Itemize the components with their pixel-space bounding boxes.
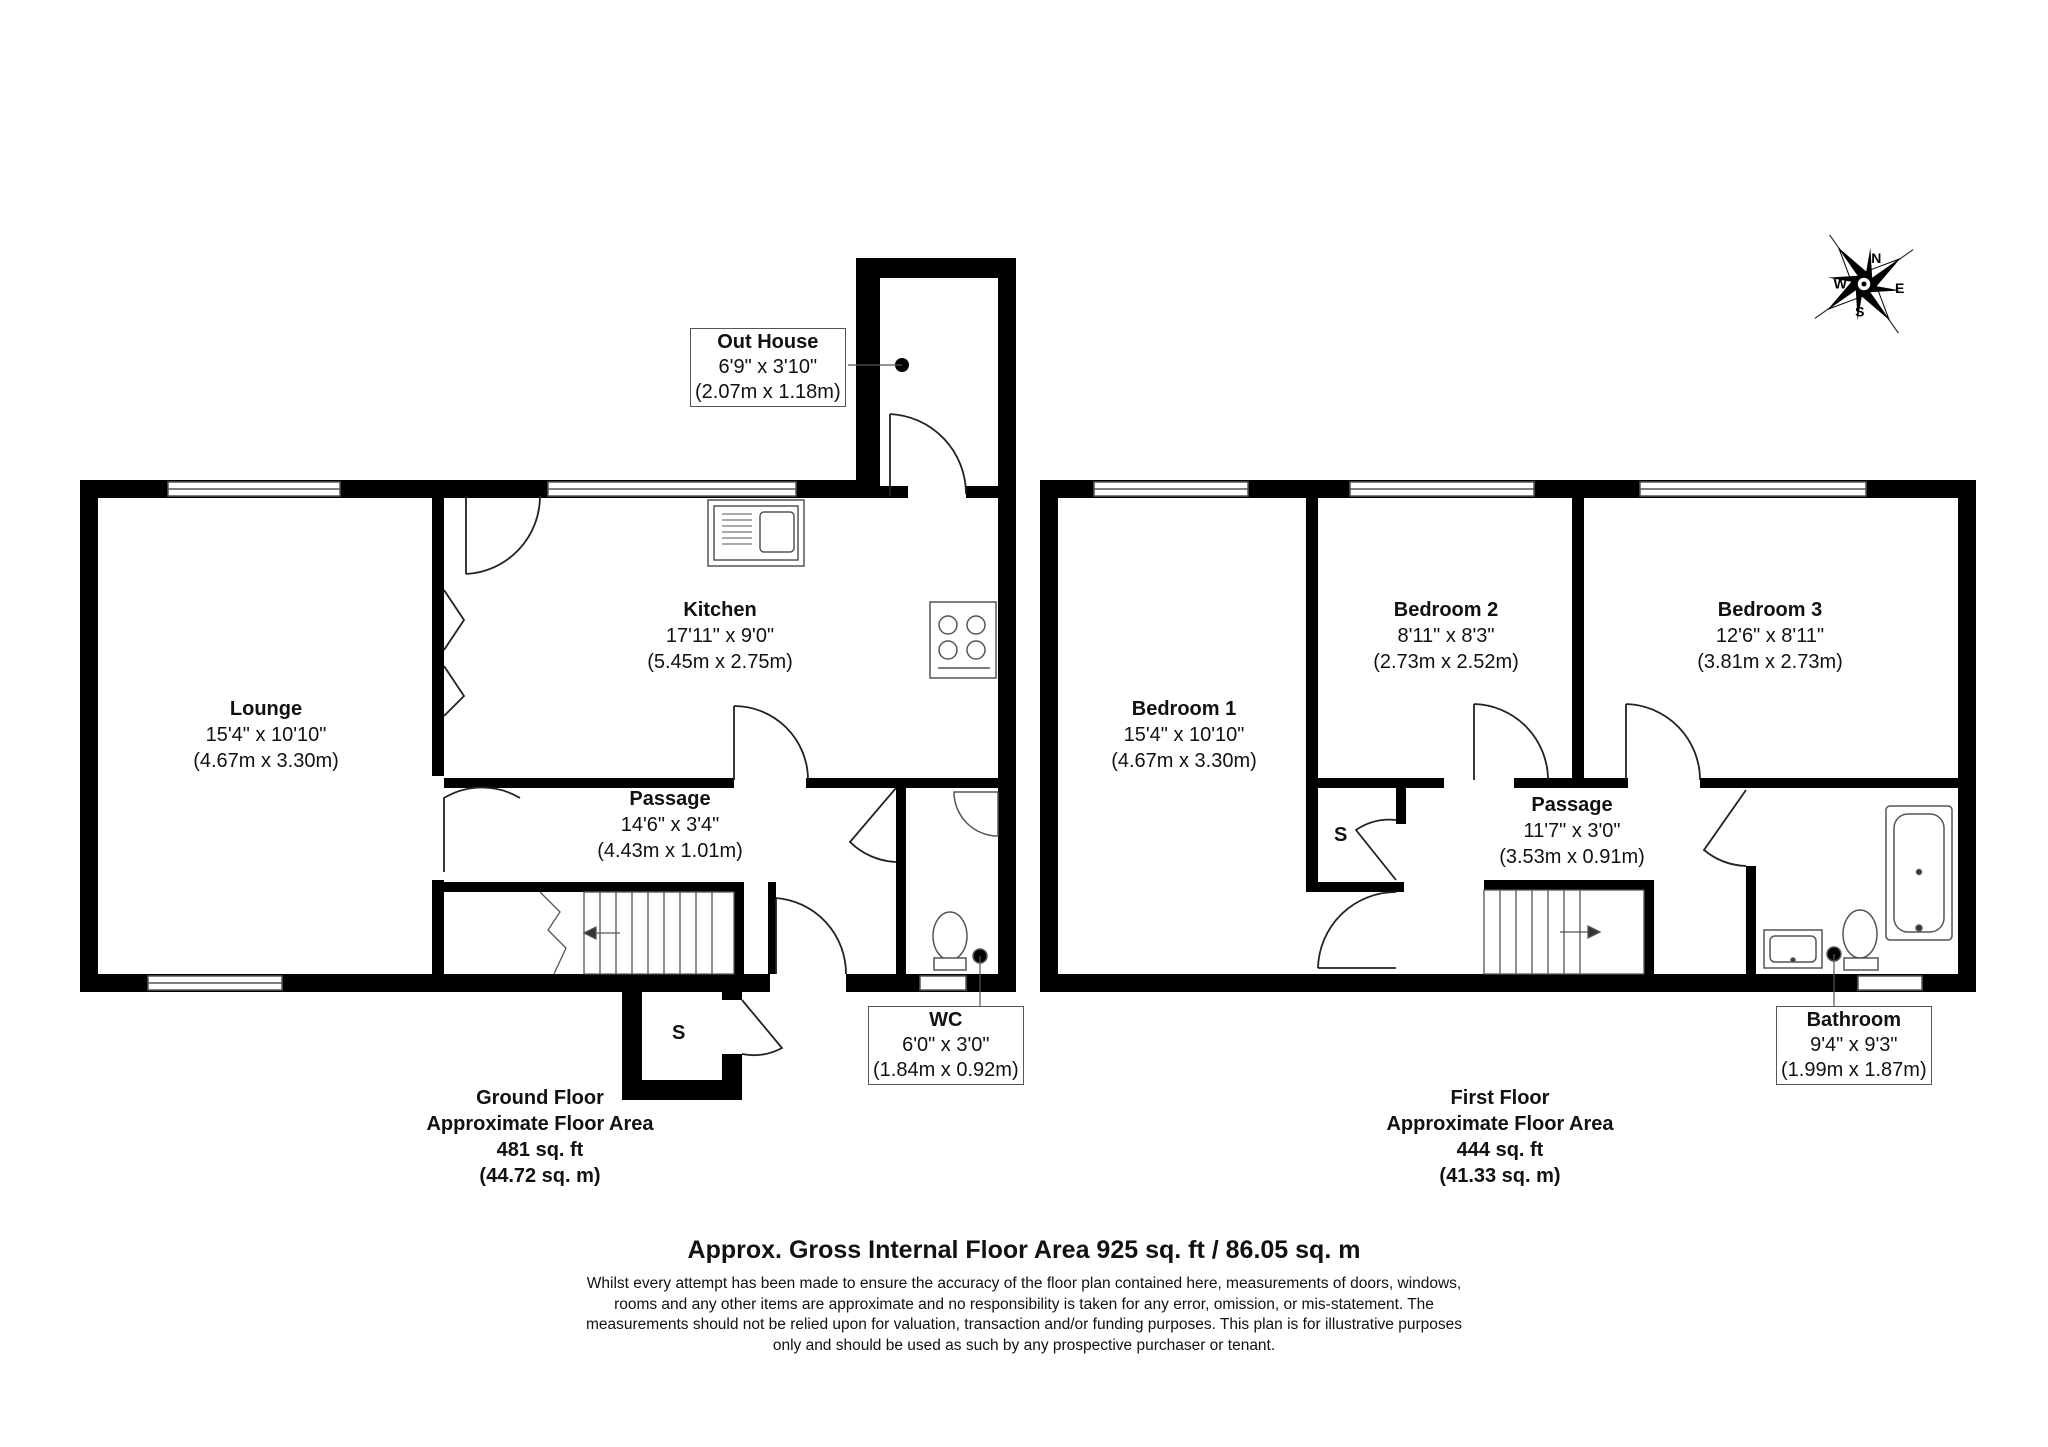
room-metric: (4.43m x 1.01m)	[597, 840, 743, 862]
bed2-south-wall-2	[1514, 778, 1584, 788]
room-name: Bedroom 3	[1717, 599, 1823, 621]
room-imperial: 15'4" x 10'10"	[1123, 724, 1245, 746]
outhouse-wall-east	[998, 258, 1016, 992]
compass-s: S	[1855, 303, 1865, 320]
lounge-bifold-door	[444, 590, 464, 716]
disclaimer-line: Whilst every attempt has been made to ensure the accuracy of the floor plan contained here, measurements of doors, windows,	[586, 1275, 1462, 1292]
ground-outer-wall-west	[80, 480, 98, 992]
room-imperial: 6'9" x 3'10"	[718, 356, 818, 378]
cupboard-east-wall	[1396, 788, 1406, 824]
ground-staircase	[540, 892, 734, 974]
first-outer-wall-west	[1040, 480, 1058, 992]
room-label-bedroom3	[1670, 597, 1870, 675]
room-imperial: 12'6" x 8'11"	[1715, 625, 1825, 647]
bedroom3-door	[1626, 704, 1700, 780]
bed1-bed2-wall	[1306, 480, 1318, 892]
room-label-wc	[868, 1006, 1024, 1085]
kitchen-passage-wall	[768, 882, 776, 974]
cupboard-south-wall	[1306, 882, 1404, 892]
first-outer-wall-east	[1958, 480, 1976, 992]
room-label-kitchen	[620, 597, 820, 675]
kitchen-back-door	[466, 496, 540, 574]
first-staircase	[1484, 890, 1644, 974]
gross-internal-area: Approx. Gross Internal Floor Area 925 sq. ft / 86.05 sq. m	[687, 1236, 1361, 1264]
store-door	[742, 1000, 782, 1055]
front-door	[776, 898, 846, 974]
room-label-ground-passage	[570, 786, 770, 864]
stair-north-wall	[444, 882, 744, 892]
room-name: Bedroom 2	[1393, 599, 1499, 621]
bathroom-window	[1858, 976, 1922, 990]
room-metric: (3.53m x 0.91m)	[1499, 846, 1645, 868]
disclaimer	[524, 1274, 1524, 1356]
lounge-kitchen-wall-lower	[432, 680, 444, 770]
bathroom-door	[1704, 790, 1746, 866]
kitchen-passage-door	[734, 706, 808, 780]
bathroom-basin	[1764, 930, 1822, 968]
room-label-bedroom2	[1346, 597, 1546, 675]
room-metric: (1.99m x 1.87m)	[1781, 1059, 1927, 1081]
bedroom2-door	[1474, 704, 1548, 780]
first-floor-summary	[1350, 1085, 1650, 1189]
room-name: WC	[929, 1009, 963, 1031]
store-wall-east	[722, 1054, 742, 1100]
room-metric: (5.45m x 2.75m)	[647, 651, 793, 673]
outhouse-wall-south-2	[966, 486, 1006, 498]
wc-door	[850, 788, 896, 862]
room-label-out-house	[690, 328, 846, 407]
room-name: Bedroom 1	[1131, 698, 1237, 720]
room-metric: (2.73m x 2.52m)	[1373, 651, 1519, 673]
cupboard-door	[1356, 820, 1396, 880]
room-imperial: 9'4" x 9'3"	[1810, 1034, 1898, 1056]
disclaimer-line: measurements should not be relied upon for valuation, transaction and/or funding purposes. This plan is for illustrative purposes	[586, 1316, 1462, 1333]
floor-title: First Floor	[1450, 1087, 1550, 1109]
kitchen-hob	[930, 602, 996, 678]
room-label-lounge	[166, 696, 366, 774]
ground-floor-plan	[80, 258, 1016, 1100]
store-wall-east-top	[722, 988, 742, 1000]
disclaimer-line: only and should be used as such by any prospective purchaser or tenant.	[772, 1336, 1276, 1354]
wc-basin	[954, 792, 998, 836]
first-outer-wall-south	[1040, 974, 1976, 992]
room-metric: (4.67m x 3.30m)	[1111, 750, 1257, 772]
compass-n: N	[1871, 250, 1882, 267]
room-name: Passage	[1531, 794, 1613, 816]
stair-wall-north	[1484, 880, 1654, 890]
floor-area-imperial: 481 sq. ft	[496, 1139, 584, 1161]
bedroom1-door	[1318, 892, 1396, 968]
floor-title: Ground Floor	[476, 1087, 604, 1109]
ground-floor-summary	[390, 1085, 690, 1189]
wc-toilet	[933, 912, 987, 1010]
wc-west-wall	[896, 788, 906, 978]
room-name: Kitchen	[683, 599, 757, 621]
room-imperial: 8'11" x 8'3"	[1397, 625, 1495, 647]
bed2-bed3-wall	[1572, 480, 1584, 780]
room-name: Lounge	[229, 698, 303, 720]
room-metric: (2.07m x 1.18m)	[695, 381, 841, 403]
outhouse-wall-north	[856, 258, 1016, 278]
floor-area-metric: (41.33 sq. m)	[1439, 1165, 1561, 1187]
room-imperial: 17'11" x 9'0"	[665, 625, 775, 647]
bed3-south-wall	[1584, 778, 1628, 788]
bed3-south-wall-2	[1700, 778, 1958, 788]
outhouse-door	[890, 414, 966, 496]
outhouse-wall-west	[856, 258, 880, 498]
room-imperial: 14'6" x 3'4"	[620, 814, 720, 836]
room-metric: (3.81m x 2.73m)	[1697, 651, 1843, 673]
kitchen-sink	[708, 500, 804, 566]
lounge-passage-wall	[432, 880, 444, 980]
floor-subtitle: Approximate Floor Area	[1386, 1113, 1614, 1135]
room-name: Bathroom	[1806, 1009, 1902, 1031]
room-label-bedroom1	[1084, 696, 1284, 774]
wc-window-south	[920, 976, 966, 990]
compass-e: E	[1895, 280, 1905, 297]
disclaimer-line: rooms and any other items are approximate and no responsibility is taken for any error, omission, or mis-statement. The	[614, 1295, 1434, 1313]
bathroom-toilet	[1827, 910, 1878, 1010]
room-metric: (1.84m x 0.92m)	[873, 1059, 1019, 1081]
store-label: S	[672, 1022, 686, 1044]
room-imperial: 6'0" x 3'0"	[902, 1034, 990, 1056]
room-label-first-passage	[1472, 792, 1672, 870]
room-name: Out House	[717, 331, 819, 353]
stair-east-wall	[734, 882, 744, 974]
compass-rose-icon	[1780, 200, 1947, 367]
room-metric: (4.67m x 3.30m)	[193, 750, 339, 772]
bathroom-west-wall	[1746, 866, 1756, 976]
room-imperial: 15'4" x 10'10"	[205, 724, 327, 746]
room-label-bathroom	[1776, 1006, 1932, 1085]
kitchen-south-wall-2	[806, 778, 1006, 788]
room-name: Passage	[629, 788, 711, 810]
bathtub	[1886, 806, 1952, 940]
compass-w: W	[1833, 275, 1847, 292]
room-imperial: 11'7" x 3'0"	[1523, 820, 1621, 842]
outhouse-wall-south	[880, 486, 908, 498]
cupboard-label: S	[1334, 824, 1348, 846]
lounge-passage-door	[444, 787, 520, 872]
stair-wall-east	[1644, 880, 1654, 976]
floor-subtitle: Approximate Floor Area	[426, 1113, 654, 1135]
bed2-south-wall	[1318, 778, 1444, 788]
floor-area-imperial: 444 sq. ft	[1456, 1139, 1544, 1161]
floor-area-metric: (44.72 sq. m)	[479, 1165, 601, 1187]
